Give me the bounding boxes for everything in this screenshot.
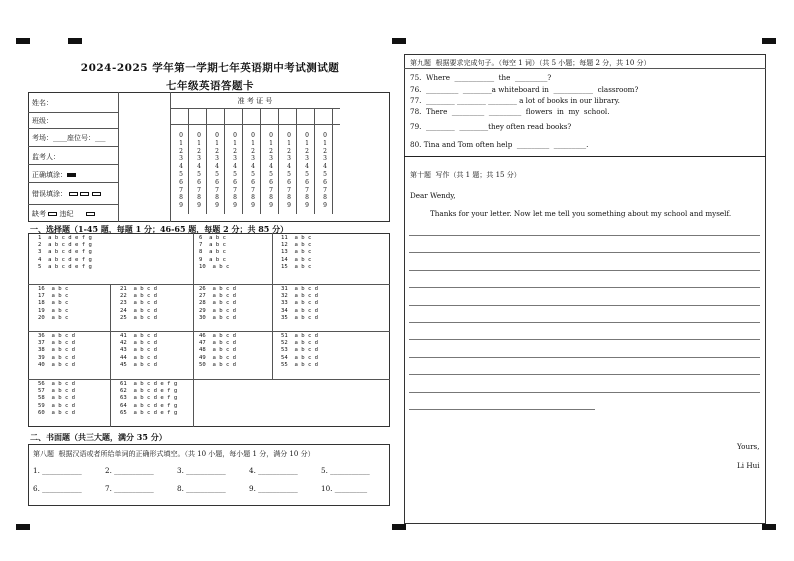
letter-signature: Li Hui bbox=[737, 461, 760, 470]
writing-line[interactable] bbox=[409, 357, 760, 358]
exam-digit-option[interactable]: 5 bbox=[233, 170, 237, 178]
correct-fill-label: 正确填涂： bbox=[32, 170, 76, 180]
fill-blank[interactable]: 2. ___________ bbox=[105, 466, 154, 475]
exam-digit-option[interactable]: 2 bbox=[179, 147, 183, 155]
exam-digit-option[interactable]: 2 bbox=[269, 147, 273, 155]
exam-digit-option[interactable]: 5 bbox=[269, 170, 273, 178]
exam-digit-option[interactable]: 8 bbox=[179, 194, 183, 202]
exam-digit-option[interactable]: 0 bbox=[305, 132, 309, 139]
writing-line[interactable] bbox=[409, 305, 760, 306]
mc-question-row[interactable]: 19 a b c bbox=[38, 307, 69, 314]
mc-question-row[interactable]: 57 a b c d bbox=[38, 388, 76, 395]
exam-digit-column[interactable] bbox=[212, 132, 222, 210]
exam-digit-column[interactable] bbox=[194, 132, 204, 210]
fill-blank[interactable]: 10. _________ bbox=[321, 484, 368, 493]
exam-digit-option[interactable]: 4 bbox=[197, 163, 201, 171]
correct-fill-sample bbox=[67, 173, 76, 177]
exam-digit-option[interactable]: 2 bbox=[233, 147, 237, 155]
exam-number-header: 准 考 证 号 bbox=[237, 97, 273, 105]
exam-digit-option[interactable]: 1 bbox=[305, 139, 309, 147]
page-title: 2024-2025 学年第一学期七年英语期中考试测试题 bbox=[80, 62, 340, 74]
section1-title: 一、选择题（1-45 题，每题 1 分；46-65 题，每题 2 分；共 85 分） bbox=[30, 224, 289, 234]
mc-question-block bbox=[281, 333, 318, 369]
mc-question-row[interactable]: 1 a b c d e f g bbox=[38, 235, 92, 241]
exam-digit-option[interactable]: 5 bbox=[251, 170, 255, 178]
exam-digit-option[interactable]: 1 bbox=[233, 139, 237, 147]
mc-question-block bbox=[281, 235, 311, 271]
mc-question-row[interactable]: 23 a b c d bbox=[120, 300, 158, 307]
exam-digit-option[interactable]: 0 bbox=[323, 132, 327, 139]
exam-digit-option[interactable]: 7 bbox=[251, 186, 255, 194]
writing-line[interactable] bbox=[409, 374, 760, 375]
mc-question-row[interactable]: 16 a b c bbox=[38, 286, 69, 292]
exam-digit-option[interactable]: 6 bbox=[251, 178, 255, 186]
mc-question-row[interactable]: 20 a b c bbox=[38, 314, 69, 321]
writing-line[interactable] bbox=[409, 287, 760, 288]
mc-question-block bbox=[199, 235, 229, 271]
page-subtitle: 七年级英语答题卡 bbox=[166, 80, 254, 92]
mc-question-row[interactable]: 15 a b c bbox=[281, 263, 312, 270]
exam-digit-option[interactable]: 7 bbox=[233, 186, 237, 194]
exam-digit-option[interactable]: 5 bbox=[179, 170, 183, 178]
exam-digit-option[interactable]: 3 bbox=[179, 155, 183, 163]
mc-question-row[interactable]: 9 a b c bbox=[199, 256, 226, 263]
exam-digit-option[interactable]: 1 bbox=[287, 139, 291, 147]
mc-question-row[interactable]: 50 a b c d bbox=[199, 361, 237, 368]
exam-digit-option[interactable]: 4 bbox=[179, 163, 183, 171]
writing-line[interactable] bbox=[409, 252, 760, 253]
exam-digit-option[interactable]: 7 bbox=[269, 186, 273, 194]
exam-digit-column[interactable] bbox=[302, 132, 312, 210]
mc-question-row[interactable]: 12 a b c bbox=[281, 242, 312, 249]
mc-question-row[interactable]: 31 a b c d bbox=[281, 286, 319, 292]
mc-question-block bbox=[120, 333, 157, 369]
exam-digit-option[interactable]: 3 bbox=[197, 155, 201, 163]
mc-question-row[interactable]: 14 a b c bbox=[281, 256, 312, 263]
exam-digit-option[interactable]: 0 bbox=[251, 132, 255, 139]
fill-blank[interactable]: 4. ___________ bbox=[249, 466, 298, 475]
mc-question-row[interactable]: 60 a b c d bbox=[38, 409, 76, 416]
wrong-fill-label: 错误填涂： bbox=[32, 189, 101, 199]
exam-digit-option[interactable]: 9 bbox=[269, 202, 273, 210]
exam-digit-column[interactable] bbox=[176, 132, 186, 210]
exam-digit-option[interactable]: 2 bbox=[287, 147, 291, 155]
exam-digit-option[interactable]: 9 bbox=[305, 202, 309, 210]
exam-digit-option[interactable]: 4 bbox=[323, 163, 327, 171]
alignment-mark bbox=[762, 524, 776, 530]
exam-digit-option[interactable]: 5 bbox=[197, 170, 201, 178]
sentence-item[interactable]: 76. _________ ________a whiteboard in ___________ classroom? bbox=[410, 85, 639, 94]
exam-digit-option[interactable]: 3 bbox=[233, 155, 237, 163]
mc-question-row[interactable]: 59 a b c d bbox=[38, 402, 76, 409]
fill-blank[interactable]: 1. ___________ bbox=[33, 466, 82, 475]
mc-question-row[interactable]: 47 a b c d bbox=[199, 340, 237, 347]
exam-digit-option[interactable]: 5 bbox=[323, 170, 327, 178]
exam-digit-option[interactable]: 2 bbox=[323, 147, 327, 155]
mc-question-row[interactable]: 38 a b c d bbox=[38, 347, 76, 354]
proctor-label: 监考人： bbox=[32, 153, 60, 161]
mc-question-row[interactable]: 3 a b c d e f g bbox=[38, 249, 92, 256]
exam-digit-option[interactable]: 7 bbox=[215, 186, 219, 194]
mc-question-row[interactable]: 40 a b c d bbox=[38, 361, 76, 368]
exam-digit-option[interactable]: 2 bbox=[215, 147, 219, 155]
mc-question-row[interactable]: 29 a b c d bbox=[199, 307, 237, 314]
exam-digit-option[interactable]: 5 bbox=[305, 170, 309, 178]
mc-question-row[interactable]: 8 a b c bbox=[199, 249, 226, 256]
exam-digit-option[interactable]: 8 bbox=[233, 194, 237, 202]
exam-digit-option[interactable]: 2 bbox=[305, 147, 309, 155]
writing-line[interactable] bbox=[409, 339, 760, 340]
mc-question-block bbox=[38, 333, 75, 369]
mc-question-row[interactable]: 42 a b c d bbox=[120, 340, 158, 347]
exam-digit-option[interactable]: 9 bbox=[197, 202, 201, 210]
fill-blank[interactable]: 9. ___________ bbox=[249, 484, 298, 493]
mc-question-row[interactable]: 6 a b c bbox=[199, 235, 226, 241]
exam-digit-option[interactable]: 8 bbox=[251, 194, 255, 202]
mc-question-row[interactable]: 13 a b c bbox=[281, 249, 312, 256]
mc-question-row[interactable]: 21 a b c d bbox=[120, 286, 158, 292]
exam-digit-option[interactable]: 6 bbox=[197, 178, 201, 186]
exam-digit-option[interactable]: 0 bbox=[287, 132, 291, 139]
exam-digit-option[interactable]: 8 bbox=[215, 194, 219, 202]
mc-question-row[interactable]: 36 a b c d bbox=[38, 333, 76, 339]
mc-question-row[interactable]: 10 a b c bbox=[199, 263, 230, 270]
exam-digit-option[interactable]: 9 bbox=[287, 202, 291, 210]
sentence-item[interactable]: 75. Where ___________ the _________? bbox=[410, 73, 552, 82]
alignment-mark bbox=[16, 524, 30, 530]
fill-blank[interactable]: 7. ___________ bbox=[105, 484, 154, 493]
mc-question-row[interactable]: 46 a b c d bbox=[199, 333, 237, 339]
exam-digit-option[interactable]: 3 bbox=[287, 155, 291, 163]
exam-digit-column[interactable] bbox=[284, 132, 294, 210]
mc-question-row[interactable]: 22 a b c d bbox=[120, 293, 158, 300]
mc-question-row[interactable]: 5 a b c d e f g bbox=[38, 263, 92, 270]
exam-digit-column[interactable] bbox=[230, 132, 240, 210]
mc-question-block bbox=[120, 286, 157, 322]
mc-question-row[interactable]: 28 a b c d bbox=[199, 300, 237, 307]
mc-question-row[interactable]: 53 a b c d bbox=[281, 347, 319, 354]
exam-digit-option[interactable]: 6 bbox=[323, 178, 327, 186]
mc-question-row[interactable]: 45 a b c d bbox=[120, 361, 158, 368]
mc-question-row[interactable]: 7 a b c bbox=[199, 242, 226, 249]
exam-digit-option[interactable]: 5 bbox=[215, 170, 219, 178]
mc-question-row[interactable]: 56 a b c d bbox=[38, 381, 76, 387]
room-seat-label: 考场：____座位号：___ bbox=[32, 134, 106, 142]
mc-question-row[interactable]: 54 a b c d bbox=[281, 354, 319, 361]
mc-question-row[interactable]: 64 a b c d e f g bbox=[120, 402, 178, 409]
exam-digit-option[interactable]: 6 bbox=[215, 178, 219, 186]
mc-question-row[interactable]: 26 a b c d bbox=[199, 286, 237, 292]
exam-digit-option[interactable]: 4 bbox=[269, 163, 273, 171]
mc-question-row[interactable]: 27 a b c d bbox=[199, 293, 237, 300]
mc-question-block bbox=[120, 381, 177, 417]
exam-digit-option[interactable]: 7 bbox=[179, 186, 183, 194]
exam-digit-option[interactable]: 1 bbox=[251, 139, 255, 147]
exam-digit-option[interactable]: 6 bbox=[179, 178, 183, 186]
fill-blank[interactable]: 6. ___________ bbox=[33, 484, 82, 493]
sentence-item[interactable]: 80. Tina and Tom often help _________ _________. bbox=[410, 140, 589, 149]
fill-blank[interactable]: 3. ___________ bbox=[177, 466, 226, 475]
exam-digit-option[interactable]: 2 bbox=[197, 147, 201, 155]
exam-digit-option[interactable]: 8 bbox=[305, 194, 309, 202]
mc-question-row[interactable]: 33 a b c d bbox=[281, 300, 319, 307]
absent-box[interactable] bbox=[48, 212, 57, 216]
mc-question-row[interactable]: 44 a b c d bbox=[120, 354, 158, 361]
alignment-mark bbox=[392, 38, 406, 44]
wrong-fill-sample bbox=[80, 192, 89, 196]
exam-digit-option[interactable]: 0 bbox=[215, 132, 219, 139]
fill-blank[interactable]: 8. ___________ bbox=[177, 484, 226, 493]
mc-question-block bbox=[281, 286, 318, 322]
fill-blank[interactable]: 5. ___________ bbox=[321, 466, 370, 475]
exam-digit-column[interactable] bbox=[320, 132, 330, 210]
alignment-mark bbox=[392, 524, 406, 530]
exam-digit-option[interactable]: 1 bbox=[323, 139, 327, 147]
name-label: 姓名： bbox=[32, 99, 53, 107]
mc-question-row[interactable]: 4 a b c d e f g bbox=[38, 256, 92, 263]
writing-line[interactable] bbox=[409, 322, 760, 323]
letter-opening: Thanks for your letter. Now let me tell you something about my school and myself. bbox=[430, 209, 732, 218]
mc-question-row[interactable]: 51 a b c d bbox=[281, 333, 319, 339]
exam-digit-option[interactable]: 3 bbox=[251, 155, 255, 163]
exam-digit-option[interactable]: 8 bbox=[287, 194, 291, 202]
exam-digit-column[interactable] bbox=[248, 132, 258, 210]
section2-title: 二、书面题（共三大题，满分 35 分） bbox=[30, 432, 167, 442]
exam-digit-option[interactable]: 7 bbox=[287, 186, 291, 194]
exam-digit-option[interactable]: 4 bbox=[287, 163, 291, 171]
mc-question-row[interactable]: 43 a b c d bbox=[120, 347, 158, 354]
class-label: 班级： bbox=[32, 117, 53, 125]
exam-digit-option[interactable]: 9 bbox=[323, 202, 327, 210]
exam-digit-option[interactable]: 6 bbox=[233, 178, 237, 186]
mc-question-block bbox=[38, 286, 68, 322]
exam-digit-option[interactable]: 9 bbox=[179, 202, 183, 210]
exam-digit-option[interactable]: 8 bbox=[323, 194, 327, 202]
writing-line[interactable] bbox=[409, 270, 760, 271]
writing-line[interactable] bbox=[409, 409, 595, 410]
violation-box[interactable] bbox=[86, 212, 95, 216]
exam-digit-option[interactable]: 0 bbox=[233, 132, 237, 139]
exam-digit-option[interactable]: 1 bbox=[179, 139, 183, 147]
exam-digit-option[interactable]: 9 bbox=[215, 202, 219, 210]
mc-question-row[interactable]: 62 a b c d e f g bbox=[120, 388, 178, 395]
mc-question-row[interactable]: 55 a b c d bbox=[281, 361, 319, 368]
exam-digit-option[interactable]: 3 bbox=[323, 155, 327, 163]
exam-digit-option[interactable]: 9 bbox=[251, 202, 255, 210]
exam-digit-option[interactable]: 7 bbox=[305, 186, 309, 194]
exam-digit-option[interactable]: 2 bbox=[251, 147, 255, 155]
exam-digit-option[interactable]: 6 bbox=[305, 178, 309, 186]
exam-digit-option[interactable]: 4 bbox=[251, 163, 255, 171]
mc-question-row[interactable]: 58 a b c d bbox=[38, 395, 76, 402]
mc-question-block bbox=[38, 381, 75, 417]
sentence-item[interactable]: 78. There _________ _________ flowers in my school. bbox=[410, 107, 610, 116]
exam-digit-option[interactable]: 6 bbox=[269, 178, 273, 186]
mc-question-row[interactable]: 41 a b c d bbox=[120, 333, 158, 339]
mc-question-row[interactable]: 48 a b c d bbox=[199, 347, 237, 354]
writing-line[interactable] bbox=[409, 392, 760, 393]
part10-title: 第十题 写作（共 1 题；共 15 分） bbox=[410, 171, 521, 179]
part9-title: 第九题 根据要求完成句子。（每空 1 词）（共 5 小题；每题 2 分，共 10 分） bbox=[410, 59, 651, 67]
mc-question-row[interactable]: 30 a b c d bbox=[199, 314, 237, 321]
exam-digit-option[interactable]: 8 bbox=[269, 194, 273, 202]
mc-question-row[interactable]: 25 a b c d bbox=[120, 314, 158, 321]
exam-digit-option[interactable]: 4 bbox=[215, 163, 219, 171]
exam-digit-option[interactable]: 6 bbox=[287, 178, 291, 186]
mc-question-row[interactable]: 35 a b c d bbox=[281, 314, 319, 321]
exam-digit-option[interactable]: 0 bbox=[197, 132, 201, 139]
exam-digit-option[interactable]: 3 bbox=[269, 155, 273, 163]
mc-question-row[interactable]: 65 a b c d e f g bbox=[120, 409, 178, 416]
mc-question-row[interactable]: 61 a b c d e f g bbox=[120, 381, 178, 387]
exam-digit-option[interactable]: 0 bbox=[179, 132, 183, 139]
exam-digit-option[interactable]: 4 bbox=[233, 163, 237, 171]
mc-question-row[interactable]: 17 a b c bbox=[38, 293, 69, 300]
exam-digit-column[interactable] bbox=[266, 132, 276, 210]
exam-digit-option[interactable]: 1 bbox=[269, 139, 273, 147]
part8-title: 第八题 根据汉语或者所给单词的正确形式填空。（共 10 小题，每小题 1 分，满分 10 分） bbox=[33, 450, 315, 458]
exam-digit-option[interactable]: 4 bbox=[305, 163, 309, 171]
exam-digit-option[interactable]: 9 bbox=[233, 202, 237, 210]
absent-label: 缺考 违纪 bbox=[32, 209, 95, 219]
mc-question-block bbox=[199, 286, 236, 322]
exam-digit-option[interactable]: 7 bbox=[323, 186, 327, 194]
exam-digit-option[interactable]: 1 bbox=[197, 139, 201, 147]
exam-digit-option[interactable]: 1 bbox=[215, 139, 219, 147]
mc-question-row[interactable]: 18 a b c bbox=[38, 300, 69, 307]
sentence-item[interactable]: 79. ________ ________they often read books? bbox=[410, 122, 572, 131]
sentence-item[interactable]: 77. ________ ________ ________ a lot of books in our library. bbox=[410, 96, 620, 105]
mc-question-row[interactable]: 34 a b c d bbox=[281, 307, 319, 314]
mc-question-row[interactable]: 24 a b c d bbox=[120, 307, 158, 314]
mc-question-row[interactable]: 37 a b c d bbox=[38, 340, 76, 347]
exam-digit-option[interactable]: 3 bbox=[305, 155, 309, 163]
exam-digit-option[interactable]: 3 bbox=[215, 155, 219, 163]
mc-question-row[interactable]: 32 a b c d bbox=[281, 293, 319, 300]
mc-question-row[interactable]: 52 a b c d bbox=[281, 340, 319, 347]
exam-digit-option[interactable]: 7 bbox=[197, 186, 201, 194]
mc-question-block bbox=[38, 235, 92, 271]
mc-question-row[interactable]: 39 a b c d bbox=[38, 354, 76, 361]
mc-question-row[interactable]: 2 a b c d e f g bbox=[38, 242, 92, 249]
writing-line[interactable] bbox=[409, 235, 760, 236]
alignment-mark bbox=[762, 38, 776, 44]
letter-closing: Yours, bbox=[737, 442, 760, 451]
alignment-mark bbox=[68, 38, 82, 44]
exam-digit-option[interactable]: 0 bbox=[269, 132, 273, 139]
mc-question-row[interactable]: 63 a b c d e f g bbox=[120, 395, 178, 402]
mc-question-block bbox=[199, 333, 236, 369]
mc-question-row[interactable]: 49 a b c d bbox=[199, 354, 237, 361]
mc-question-row[interactable]: 11 a b c bbox=[281, 235, 312, 241]
exam-digit-option[interactable]: 5 bbox=[287, 170, 291, 178]
wrong-fill-sample bbox=[92, 192, 101, 196]
alignment-mark bbox=[16, 38, 30, 44]
letter-greeting: Dear Wendy, bbox=[410, 191, 456, 200]
exam-digit-option[interactable]: 8 bbox=[197, 194, 201, 202]
wrong-fill-sample bbox=[69, 192, 78, 196]
